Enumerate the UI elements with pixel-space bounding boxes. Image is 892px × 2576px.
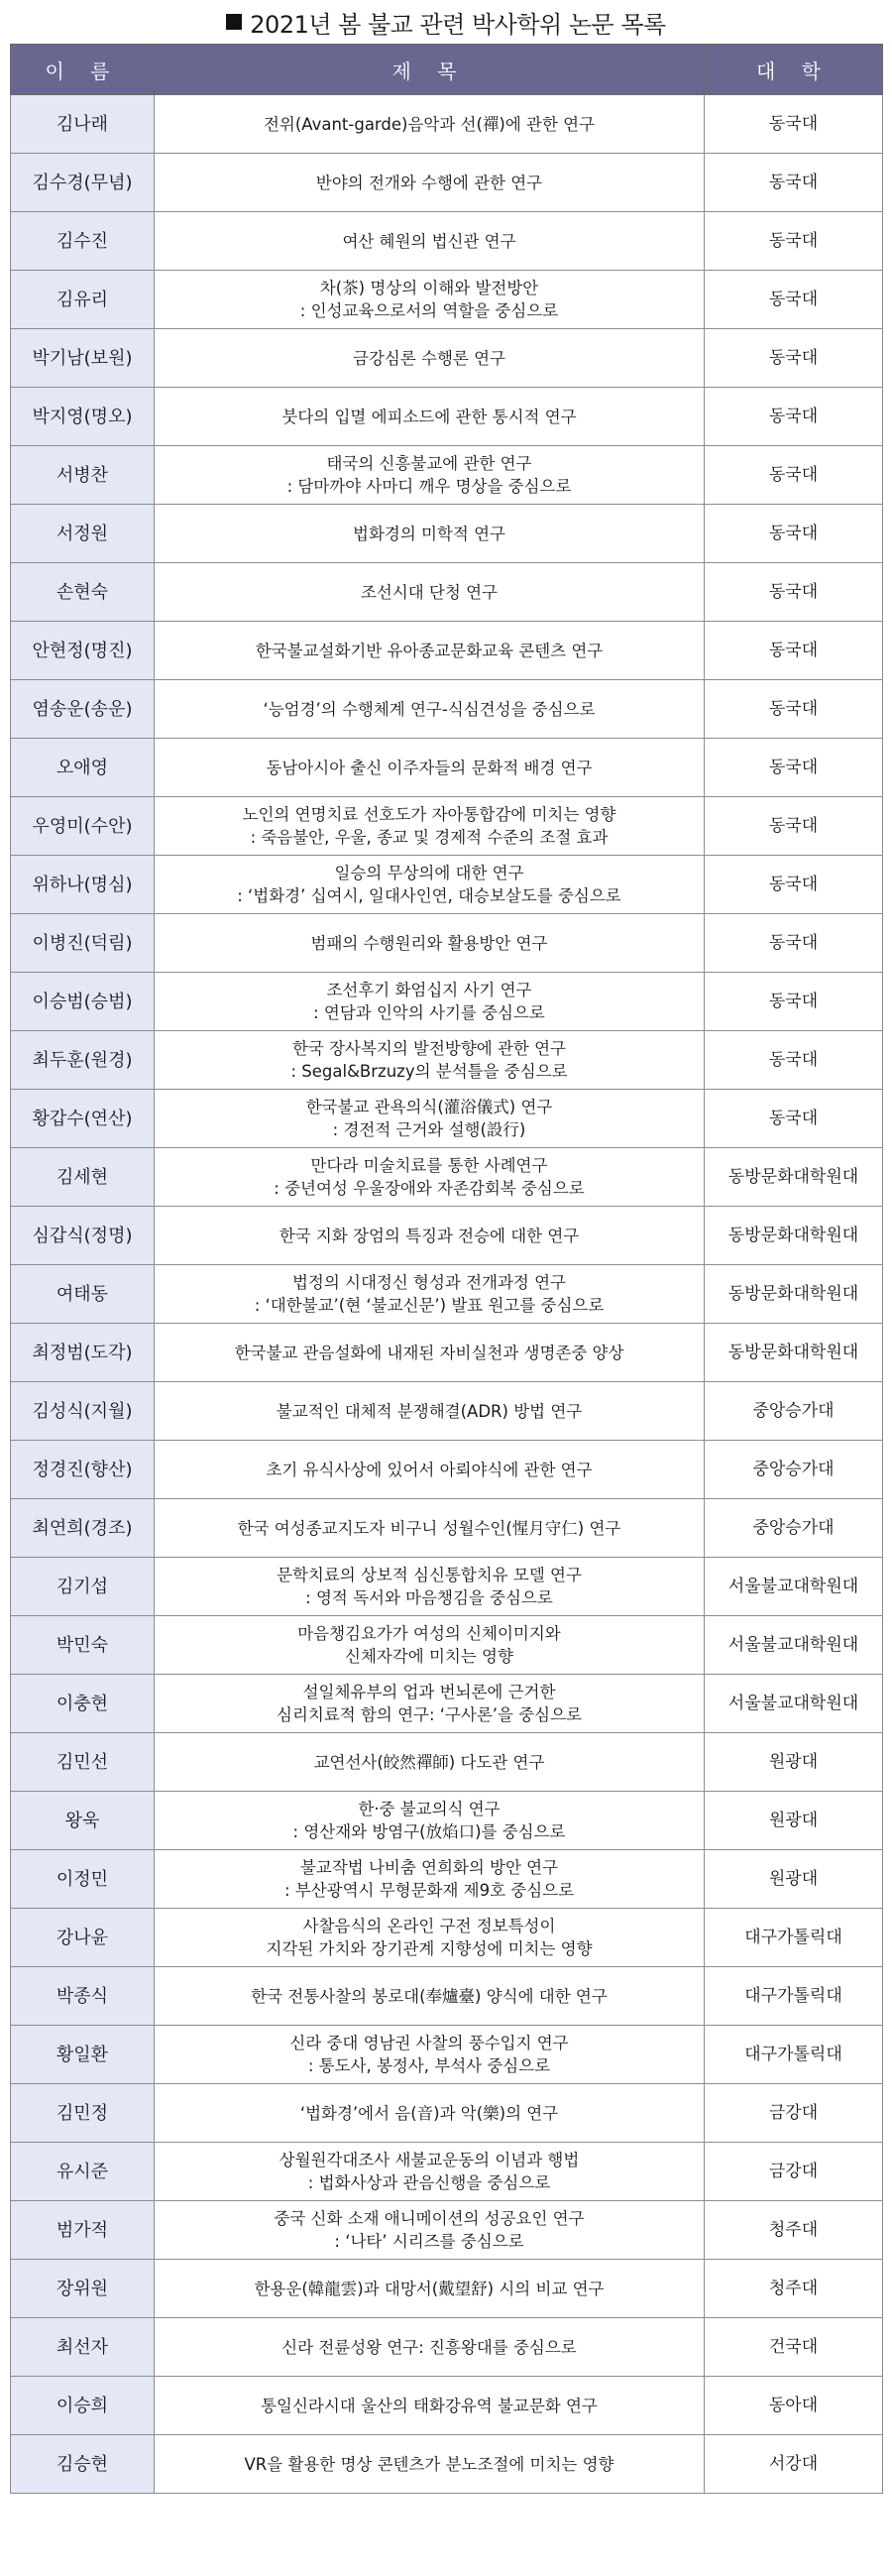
university-name: 동방문화대학원대 [705, 1324, 883, 1382]
thesis-title-line: 범패의 수행원리와 활용방안 연구 [310, 933, 548, 953]
author-name: 김성식(지월) [11, 1382, 155, 1441]
thesis-title-line: 한국불교 관욕의식(灌浴儀式) 연구 [305, 1098, 553, 1116]
table-row [11, 2435, 883, 2494]
author-name: 황일환 [11, 2026, 155, 2084]
author-name: 김유리 [11, 271, 155, 329]
thesis-title [155, 271, 705, 329]
university-name: 금강대 [705, 2143, 883, 2201]
square-bullet-icon [226, 14, 242, 30]
thesis-title [155, 856, 705, 914]
author-name: 강나윤 [11, 1909, 155, 1967]
university-name: 동아대 [705, 2377, 883, 2435]
table-row [11, 1967, 883, 2026]
thesis-title-line: ‘능엄경’의 수행체계 연구-식심견성을 중심으로 [263, 699, 596, 719]
thesis-title [155, 2201, 705, 2260]
thesis-title-line: 한국불교설화기반 유아종교문화교육 콘텐츠 연구 [255, 641, 604, 660]
table-row [11, 2201, 883, 2260]
thesis-title [155, 95, 705, 154]
university-name: 동국대 [705, 680, 883, 739]
university-name: 동국대 [705, 212, 883, 271]
thesis-title [155, 1148, 705, 1207]
author-name: 심갑식(정명) [11, 1207, 155, 1265]
table-row [11, 1792, 883, 1850]
thesis-title-line: 문학치료의 상보적 심신통합치유 모델 연구 [277, 1566, 582, 1584]
author-name: 박기남(보원) [11, 329, 155, 388]
table-row [11, 212, 883, 271]
table-row [11, 680, 883, 739]
thesis-title [155, 973, 705, 1031]
thesis-title-line: 사찰음식의 온라인 구전 정보특성이 [302, 1917, 556, 1935]
table-row [11, 1265, 883, 1324]
thesis-title [155, 1850, 705, 1909]
thesis-title-line: 법화경의 미학적 연구 [353, 524, 505, 543]
table-row [11, 1148, 883, 1207]
university-name: 동국대 [705, 739, 883, 797]
author-name: 염송운(송운) [11, 680, 155, 739]
thesis-title [155, 2377, 705, 2435]
thesis-title-line: 상월원각대조사 새불교운동의 이념과 행법 [279, 2151, 580, 2169]
university-name: 동국대 [705, 914, 883, 973]
thesis-title [155, 446, 705, 505]
author-name: 최두훈(원경) [11, 1031, 155, 1090]
university-name: 중앙승가대 [705, 1499, 883, 1558]
thesis-title-line: 법정의 시대정신 형성과 전개과정 연구 [291, 1273, 566, 1292]
thesis-title-line: : Segal&Brzuzy의 분석틀을 중심으로 [290, 1062, 568, 1081]
thesis-title-line: : 인성교육으로서의 역할을 중심으로 [299, 301, 559, 320]
author-name: 김승현 [11, 2435, 155, 2494]
thesis-title [155, 1499, 705, 1558]
table-row [11, 446, 883, 505]
table-row [11, 1499, 883, 1558]
thesis-title-line: : 통도사, 봉정사, 부석사 중심으로 [307, 2056, 551, 2075]
university-name: 동방문화대학원대 [705, 1148, 883, 1207]
table-header-row [11, 45, 883, 95]
author-name: 이승범(승범) [11, 973, 155, 1031]
author-name: 왕욱 [11, 1792, 155, 1850]
table-row [11, 2143, 883, 2201]
thesis-title [155, 2084, 705, 2143]
thesis-title-line: ‘법화경’에서 음(音)과 악(樂)의 연구 [299, 2103, 559, 2123]
thesis-title [155, 154, 705, 212]
thesis-title [155, 680, 705, 739]
thesis-title-line: : 죽음불안, 우울, 종교 및 경제적 수준의 조절 효과 [250, 828, 609, 847]
thesis-title [155, 914, 705, 973]
author-name: 이정민 [11, 1850, 155, 1909]
table-row [11, 1090, 883, 1148]
table-row [11, 1850, 883, 1909]
table-row [11, 2084, 883, 2143]
thesis-title-line: : 법화사상과 관음신행을 중심으로 [307, 2173, 551, 2192]
author-name: 김민정 [11, 2084, 155, 2143]
university-name: 동국대 [705, 271, 883, 329]
thesis-title [155, 2435, 705, 2494]
author-name: 서병찬 [11, 446, 155, 505]
thesis-title-line: 금강심론 수행론 연구 [353, 348, 505, 368]
page-title [0, 0, 892, 44]
table-row [11, 329, 883, 388]
thesis-title-line: 붓다의 입멸 에피소드에 관한 통시적 연구 [281, 407, 577, 426]
thesis-title-line: 심리치료적 함의 연구: ‘구사론’을 중심으로 [277, 1705, 582, 1724]
thesis-title [155, 329, 705, 388]
table-row [11, 388, 883, 446]
university-name: 대구가톨릭대 [705, 1909, 883, 1967]
university-name: 원광대 [705, 1792, 883, 1850]
thesis-title-line: 조선시대 단청 연구 [360, 582, 498, 602]
author-name: 안현정(명진) [11, 622, 155, 680]
university-name: 금강대 [705, 2084, 883, 2143]
thesis-title [155, 2026, 705, 2084]
table-row [11, 505, 883, 563]
university-name: 동국대 [705, 329, 883, 388]
university-name: 동국대 [705, 1090, 883, 1148]
thesis-title-line: : 연담과 인악의 사기를 중심으로 [313, 1003, 545, 1022]
university-name: 동국대 [705, 797, 883, 856]
university-name: 중앙승가대 [705, 1441, 883, 1499]
author-name: 박종식 [11, 1967, 155, 2026]
thesis-title-line: 여산 혜원의 법신관 연구 [342, 231, 516, 251]
author-name: 이승희 [11, 2377, 155, 2435]
author-name: 김기섭 [11, 1558, 155, 1616]
author-name: 김민선 [11, 1733, 155, 1792]
thesis-title [155, 622, 705, 680]
thesis-title-line: 조선후기 화엄십지 사기 연구 [326, 981, 532, 999]
page-title-text: 2021년 봄 불교 관련 박사학위 논문 목록 [250, 10, 666, 39]
university-name: 건국대 [705, 2318, 883, 2377]
thesis-title-line: 신라 중대 영남권 사찰의 풍수입지 연구 [289, 2034, 569, 2052]
thesis-title-line: : 영적 독서와 마음챙김을 중심으로 [305, 1588, 553, 1607]
university-name: 대구가톨릭대 [705, 2026, 883, 2084]
thesis-title [155, 1265, 705, 1324]
author-name: 김나래 [11, 95, 155, 154]
thesis-title-line: 태국의 신흥불교에 관한 연구 [326, 454, 532, 473]
thesis-table [10, 44, 883, 2494]
table-row [11, 1324, 883, 1382]
university-name: 동방문화대학원대 [705, 1207, 883, 1265]
author-name: 최연희(경조) [11, 1499, 155, 1558]
thesis-title [155, 797, 705, 856]
thesis-title [155, 1675, 705, 1733]
author-name: 서정원 [11, 505, 155, 563]
university-name: 동국대 [705, 446, 883, 505]
thesis-title-line: : 부산광역시 무형문화재 제9호 중심으로 [283, 1881, 575, 1900]
thesis-title [155, 1558, 705, 1616]
thesis-title [155, 1441, 705, 1499]
table-row [11, 2377, 883, 2435]
table-row [11, 563, 883, 622]
thesis-title-line: 설일체유부의 업과 번뇌론에 근거한 [302, 1683, 556, 1701]
table-row [11, 1616, 883, 1675]
thesis-title [155, 1733, 705, 1792]
thesis-title-line: : ‘나타’ 시리즈를 중심으로 [334, 2232, 524, 2251]
author-name: 박지영(명오) [11, 388, 155, 446]
thesis-title-line: 차(茶) 명상의 이해와 발전방안 [319, 279, 539, 297]
thesis-title [155, 2260, 705, 2318]
university-name: 서울불교대학원대 [705, 1675, 883, 1733]
table-row [11, 1675, 883, 1733]
thesis-title-line: : 영산재와 방염구(放焰口)를 중심으로 [292, 1822, 566, 1841]
header-title: 제 목 [155, 45, 705, 95]
table-row [11, 154, 883, 212]
thesis-title-line: 지각된 가치와 장기관계 지향성에 미치는 영향 [266, 1939, 593, 1958]
thesis-title [155, 1090, 705, 1148]
thesis-title-line: 한국불교 관음설화에 내재된 자비실천과 생명존중 양상 [234, 1343, 624, 1362]
table-row [11, 1207, 883, 1265]
table-row [11, 914, 883, 973]
thesis-title-line: : 경전적 근거와 설행(設行) [332, 1120, 526, 1139]
header-university: 대 학 [705, 45, 883, 95]
thesis-title-line: : ‘법화경’ 십여시, 일대사인연, 대승보살도를 중심으로 [237, 886, 621, 905]
thesis-title-line: 신라 전륜성왕 연구: 진흥왕대를 중심으로 [281, 2337, 577, 2357]
thesis-title [155, 505, 705, 563]
author-name: 우영미(수안) [11, 797, 155, 856]
thesis-title [155, 1909, 705, 1967]
table-row [11, 1382, 883, 1441]
table-row [11, 2318, 883, 2377]
thesis-title-line: 신체자각에 미치는 영향 [345, 1647, 513, 1666]
thesis-title-line: 한국 여성종교지도자 비구니 성월수인(惺月守仁) 연구 [237, 1518, 621, 1538]
table-row [11, 1733, 883, 1792]
university-name: 서강대 [705, 2435, 883, 2494]
university-name: 청주대 [705, 2201, 883, 2260]
thesis-title [155, 1382, 705, 1441]
university-name: 원광대 [705, 1733, 883, 1792]
thesis-title-line: : ‘대한불교’(현 ‘불교신문’) 발표 원고를 중심으로 [254, 1296, 605, 1315]
university-name: 중앙승가대 [705, 1382, 883, 1441]
thesis-title-line: 한용운(韓龍雲)과 대망서(戴望舒) 시의 비교 연구 [254, 2279, 605, 2298]
thesis-title-line: 동남아시아 출신 이주자들의 문화적 배경 연구 [266, 758, 593, 777]
author-name: 정경진(향산) [11, 1441, 155, 1499]
thesis-title-line: 초기 유식사상에 있어서 아뢰야식에 관한 연구 [266, 1460, 593, 1479]
author-name: 이충현 [11, 1675, 155, 1733]
author-name: 유시준 [11, 2143, 155, 2201]
thesis-title-line: : 담마까야 사마디 깨우 명상을 중심으로 [286, 477, 572, 496]
thesis-title [155, 2143, 705, 2201]
table-row [11, 1441, 883, 1499]
thesis-title-line: 한·중 불교의식 연구 [358, 1800, 501, 1818]
table-row [11, 2026, 883, 2084]
university-name: 서울불교대학원대 [705, 1558, 883, 1616]
thesis-title-line: 불교적인 대체적 분쟁해결(ADR) 방법 연구 [276, 1401, 583, 1421]
author-name: 오애영 [11, 739, 155, 797]
university-name: 원광대 [705, 1850, 883, 1909]
thesis-title [155, 1792, 705, 1850]
thesis-title-line: : 중년여성 우울장애와 자존감회복 중심으로 [274, 1179, 585, 1198]
author-name: 이병진(덕림) [11, 914, 155, 973]
table-row [11, 95, 883, 154]
table-row [11, 739, 883, 797]
author-name: 김수경(무념) [11, 154, 155, 212]
thesis-title [155, 1031, 705, 1090]
thesis-title-line: 전위(Avant-garde)음악과 선(禪)에 관한 연구 [263, 114, 596, 134]
university-name: 서울불교대학원대 [705, 1616, 883, 1675]
author-name: 황갑수(연산) [11, 1090, 155, 1148]
thesis-title [155, 1967, 705, 2026]
thesis-title [155, 212, 705, 271]
table-row [11, 1031, 883, 1090]
table-row [11, 973, 883, 1031]
thesis-title-line: 불교작법 나비춤 연희화의 방안 연구 [299, 1858, 559, 1877]
thesis-title-line: 반야의 전개와 수행에 관한 연구 [315, 173, 543, 192]
author-name: 김세현 [11, 1148, 155, 1207]
university-name: 동국대 [705, 388, 883, 446]
author-name: 최정범(도각) [11, 1324, 155, 1382]
university-name: 동국대 [705, 622, 883, 680]
table-row [11, 1558, 883, 1616]
university-name: 동방문화대학원대 [705, 1265, 883, 1324]
author-name: 손현숙 [11, 563, 155, 622]
thesis-title [155, 1324, 705, 1382]
thesis-title [155, 563, 705, 622]
university-name: 동국대 [705, 95, 883, 154]
table-row [11, 797, 883, 856]
university-name: 동국대 [705, 856, 883, 914]
university-name: 대구가톨릭대 [705, 1967, 883, 2026]
thesis-title-line: 중국 신화 소재 애니메이션의 성공요인 연구 [274, 2209, 585, 2228]
university-name: 동국대 [705, 973, 883, 1031]
thesis-title-line: 한국 전통사찰의 봉로대(奉爐臺) 양식에 대한 연구 [251, 1986, 608, 2006]
table-row [11, 271, 883, 329]
author-name: 장위원 [11, 2260, 155, 2318]
university-name: 동국대 [705, 1031, 883, 1090]
university-name: 동국대 [705, 154, 883, 212]
author-name: 김수진 [11, 212, 155, 271]
thesis-title-line: 일승의 무상의에 대한 연구 [334, 864, 524, 882]
table-row [11, 2260, 883, 2318]
header-name: 이 름 [11, 45, 155, 95]
thesis-title-line: 통일신라시대 울산의 태화강유역 불교문화 연구 [261, 2396, 598, 2415]
thesis-title-line: 노인의 연명치료 선호도가 자아통합감에 미치는 영향 [242, 805, 616, 824]
author-name: 여태동 [11, 1265, 155, 1324]
author-name: 위하나(명심) [11, 856, 155, 914]
table-body [11, 95, 883, 2494]
thesis-title [155, 739, 705, 797]
table-row [11, 856, 883, 914]
thesis-title-line: 한국 지화 장엄의 특징과 전승에 대한 연구 [279, 1226, 580, 1245]
thesis-title-line: VR을 활용한 명상 콘텐츠가 분노조절에 미치는 영향 [244, 2454, 614, 2474]
university-name: 동국대 [705, 563, 883, 622]
author-name: 박민숙 [11, 1616, 155, 1675]
thesis-title-line: 한국 장사복지의 발전방향에 관한 연구 [291, 1039, 566, 1058]
table-row [11, 1909, 883, 1967]
thesis-title [155, 388, 705, 446]
thesis-title-line: 만다라 미술치료를 통한 사례연구 [310, 1156, 548, 1175]
thesis-title [155, 1207, 705, 1265]
thesis-title-line: 마음챙김요가가 여성의 신체이미지와 [297, 1624, 561, 1643]
university-name: 청주대 [705, 2260, 883, 2318]
university-name: 동국대 [705, 505, 883, 563]
thesis-title-line: 교연선사(皎然禪師) 다도관 연구 [313, 1752, 545, 1772]
table-row [11, 622, 883, 680]
author-name: 범가적 [11, 2201, 155, 2260]
thesis-title [155, 2318, 705, 2377]
author-name: 최선자 [11, 2318, 155, 2377]
thesis-title [155, 1616, 705, 1675]
